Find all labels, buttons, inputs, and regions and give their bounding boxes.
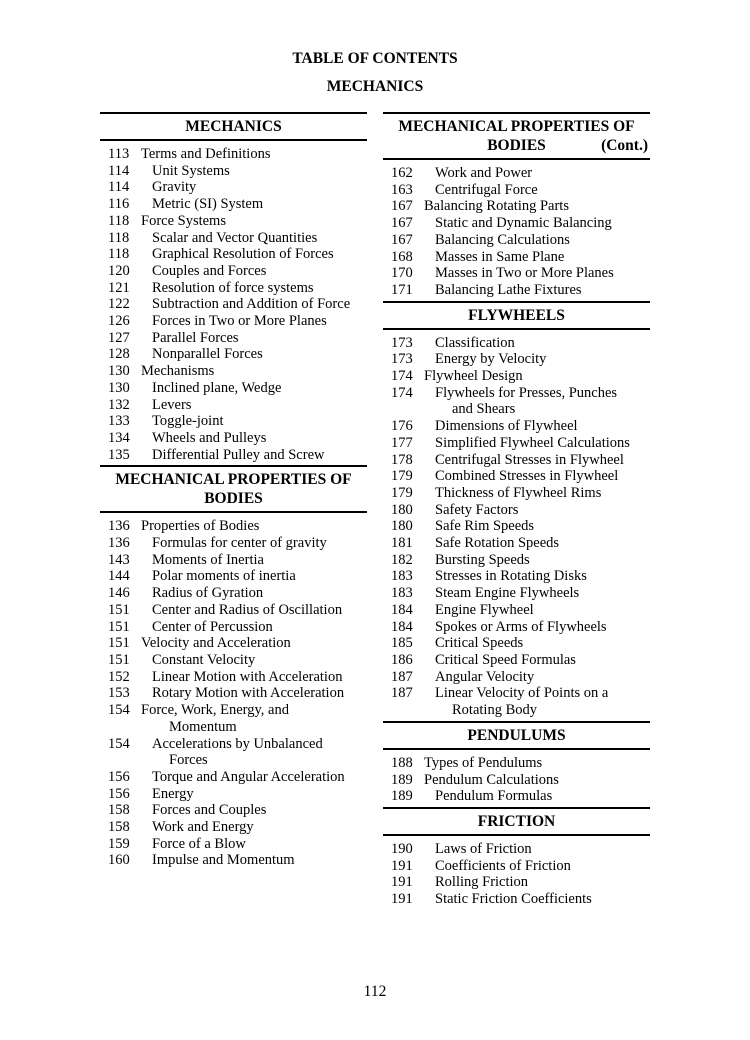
toc-entry[interactable] bbox=[100, 330, 367, 347]
toc-entry-page: 130 bbox=[108, 379, 130, 396]
toc-entry-page: 118 bbox=[108, 212, 130, 229]
toc-entry-title: Safe Rotation Speeds bbox=[435, 535, 560, 552]
toc-entry-title: Work and Energy bbox=[152, 819, 254, 836]
section-heading-flywheels bbox=[383, 301, 650, 330]
toc-entry[interactable] bbox=[100, 518, 367, 535]
toc-entry[interactable] bbox=[100, 263, 367, 280]
toc-entry-title: Static Friction Coefficients bbox=[435, 891, 592, 908]
section-heading-line: MECHANICAL PROPERTIES OF bbox=[398, 118, 635, 135]
section-heading-line2 bbox=[102, 489, 365, 508]
toc-entry-title: Subtraction and Addition of Force bbox=[152, 296, 351, 313]
toc-entry-page: 177 bbox=[391, 434, 413, 451]
toc-entry-page: 158 bbox=[108, 802, 130, 819]
toc-entry[interactable] bbox=[100, 313, 367, 330]
toc-entry[interactable] bbox=[383, 602, 650, 619]
toc-entry-title: Energy bbox=[152, 785, 194, 802]
toc-entry[interactable] bbox=[383, 198, 650, 215]
toc-entry-title: Simplified Flywheel Calculations bbox=[435, 434, 630, 451]
toc-entry-page: 173 bbox=[391, 334, 413, 351]
toc-entry[interactable] bbox=[383, 669, 650, 686]
toc-entry-title: Flywheels for Presses, Punches bbox=[435, 384, 618, 401]
toc-entry-title: Force, Work, Energy, and bbox=[141, 702, 289, 719]
toc-entry-page: 116 bbox=[108, 196, 130, 213]
toc-entry-page: 151 bbox=[108, 651, 130, 668]
toc-entry-page: 113 bbox=[108, 146, 130, 162]
toc-entry-page: 135 bbox=[108, 446, 130, 463]
toc-entry[interactable] bbox=[100, 280, 367, 297]
toc-entry-page: 118 bbox=[108, 246, 130, 263]
toc-entry[interactable] bbox=[383, 165, 650, 182]
toc-entry-page: 188 bbox=[391, 754, 413, 771]
toc-entry[interactable] bbox=[383, 874, 650, 891]
toc-entry-page: 189 bbox=[391, 788, 413, 805]
toc-entry-page: 183 bbox=[391, 585, 413, 602]
toc-entry[interactable] bbox=[100, 635, 367, 652]
toc-entry[interactable] bbox=[100, 363, 367, 380]
toc-entry-page: 162 bbox=[391, 165, 413, 181]
toc-entry[interactable] bbox=[100, 769, 367, 786]
toc-entry-page: 186 bbox=[391, 651, 413, 668]
toc-entry-page: 171 bbox=[391, 281, 413, 298]
toc-entry-title: Unit Systems bbox=[152, 162, 230, 179]
toc-entry[interactable] bbox=[100, 786, 367, 803]
toc-entry-page: 168 bbox=[391, 248, 413, 265]
toc-entry-page: 154 bbox=[108, 702, 130, 719]
toc-entry-page: 187 bbox=[391, 668, 413, 685]
toc-entry-title: Balancing Rotating Parts bbox=[424, 198, 569, 215]
section-heading-mechanics bbox=[100, 112, 367, 141]
toc-entry-page: 158 bbox=[108, 819, 130, 836]
toc-entry[interactable] bbox=[100, 196, 367, 213]
toc-entry[interactable] bbox=[383, 249, 650, 266]
toc-entry[interactable] bbox=[383, 585, 650, 602]
toc-entry[interactable] bbox=[100, 447, 367, 464]
toc-entry[interactable] bbox=[383, 635, 650, 652]
toc-entry[interactable] bbox=[383, 265, 650, 282]
toc-entry-title: Work and Power bbox=[435, 165, 533, 181]
toc-entry-title: Moments of Inertia bbox=[152, 551, 264, 568]
toc-entry[interactable] bbox=[100, 430, 367, 447]
section-heading-mechanical-properties-of-bodies bbox=[383, 112, 650, 160]
toc-entry[interactable] bbox=[383, 788, 650, 805]
toc-entry[interactable] bbox=[100, 380, 367, 397]
toc-entry-page: 189 bbox=[391, 771, 413, 788]
toc-entry-page: 170 bbox=[391, 265, 413, 282]
toc-entry-page: 182 bbox=[391, 551, 413, 568]
toc-entry[interactable] bbox=[100, 852, 367, 869]
toc-entry[interactable] bbox=[383, 619, 650, 636]
toc-entry-title: Levers bbox=[152, 396, 192, 413]
toc-entry-page: 152 bbox=[108, 668, 130, 685]
toc-entry-page: 151 bbox=[108, 618, 130, 635]
toc-entry[interactable] bbox=[383, 841, 650, 858]
toc-entry-title: Rotary Motion with Acceleration bbox=[152, 685, 345, 702]
toc-entry[interactable] bbox=[383, 418, 650, 435]
toc-entry-list bbox=[383, 841, 650, 908]
toc-entry[interactable] bbox=[100, 230, 367, 247]
toc-entry-title: Polar moments of inertia bbox=[152, 568, 296, 585]
toc-entry[interactable] bbox=[100, 619, 367, 636]
toc-entry-list bbox=[383, 165, 650, 299]
toc-entry-page: 122 bbox=[108, 296, 130, 313]
toc-entry-page: 151 bbox=[108, 601, 130, 618]
toc-entry-title: Accelerations by Unbalanced bbox=[152, 735, 323, 752]
toc-entry-title: Classification bbox=[435, 334, 515, 351]
toc-entry[interactable] bbox=[100, 802, 367, 819]
toc-entry-page: 121 bbox=[108, 279, 130, 296]
toc-entry-list bbox=[383, 335, 650, 719]
toc-entry-title: Scalar and Vector Quantities bbox=[152, 229, 318, 246]
toc-entry-page: 127 bbox=[108, 329, 130, 346]
toc-entry-title: Thickness of Flywheel Rims bbox=[435, 484, 602, 501]
toc-entry[interactable] bbox=[100, 397, 367, 414]
section-heading-friction bbox=[383, 807, 650, 836]
toc-entry[interactable] bbox=[383, 215, 650, 232]
toc-entry-list bbox=[383, 755, 650, 805]
toc-entry[interactable] bbox=[383, 755, 650, 772]
toc-entry[interactable] bbox=[383, 435, 650, 452]
toc-entry-title: Inclined plane, Wedge bbox=[152, 379, 282, 396]
toc-entry-page: 114 bbox=[108, 162, 130, 179]
toc-entry-title: Forces and Couples bbox=[152, 802, 267, 819]
toc-entry-title: Centrifugal Stresses in Flywheel bbox=[435, 451, 624, 468]
toc-entry-title: Masses in Two or More Planes bbox=[435, 265, 614, 282]
toc-entry-page: 126 bbox=[108, 313, 130, 330]
toc-entry-page: 143 bbox=[108, 551, 130, 568]
toc-entry-page: 167 bbox=[391, 198, 413, 215]
section-heading-pendulums bbox=[383, 721, 650, 750]
toc-entry[interactable] bbox=[383, 385, 650, 418]
section-heading-line: FRICTION bbox=[477, 812, 556, 830]
toc-entry[interactable] bbox=[383, 858, 650, 875]
toc-right-column bbox=[383, 112, 650, 910]
toc-entry-title: Radius of Gyration bbox=[152, 585, 264, 602]
toc-entry-title-continued: Forces bbox=[169, 752, 208, 769]
toc-entry-title: Terms and Definitions bbox=[141, 146, 271, 162]
toc-entry-page: 163 bbox=[391, 181, 413, 198]
toc-entry-title: Engine Flywheel bbox=[435, 601, 534, 618]
toc-entry[interactable] bbox=[100, 669, 367, 686]
toc-entry[interactable] bbox=[383, 282, 650, 299]
toc-entry-page: 156 bbox=[108, 785, 130, 802]
toc-entry-page: 174 bbox=[391, 368, 413, 385]
toc-entry-title: Angular Velocity bbox=[435, 668, 535, 685]
toc-entry-page: 153 bbox=[108, 685, 130, 702]
toc-entry-page: 191 bbox=[391, 891, 413, 908]
toc-entry-title: Pendulum Calculations bbox=[424, 771, 559, 788]
toc-entry-list bbox=[100, 518, 367, 869]
toc-entry[interactable] bbox=[100, 836, 367, 853]
toc-entry-title: Wheels and Pulleys bbox=[152, 429, 267, 446]
toc-entry[interactable] bbox=[100, 702, 367, 735]
toc-entry-page: 187 bbox=[391, 685, 413, 702]
toc-entry-title: Energy by Velocity bbox=[435, 351, 547, 368]
toc-entry-title: Formulas for center of gravity bbox=[152, 535, 327, 552]
toc-entry-page: 191 bbox=[391, 857, 413, 874]
toc-entry[interactable] bbox=[383, 772, 650, 789]
toc-entry-title: Forces in Two or More Planes bbox=[152, 313, 327, 330]
section-heading-line2-text: BODIES bbox=[204, 490, 263, 508]
toc-entry-title: Steam Engine Flywheels bbox=[435, 585, 580, 602]
continued-label: (Cont.) bbox=[601, 137, 648, 154]
toc-entry-title: Centrifugal Force bbox=[435, 181, 538, 198]
toc-entry-title-continued: Rotating Body bbox=[452, 702, 537, 719]
toc-entry-title: Differential Pulley and Screw bbox=[152, 446, 325, 463]
toc-entry-page: 190 bbox=[391, 840, 413, 857]
toc-entry-page: 118 bbox=[108, 229, 130, 246]
toc-entry[interactable] bbox=[383, 685, 650, 718]
toc-entry-title: Force Systems bbox=[141, 212, 226, 229]
toc-left-column bbox=[100, 112, 367, 871]
toc-entry-title: Center and Radius of Oscillation bbox=[152, 601, 343, 618]
toc-entry[interactable] bbox=[100, 652, 367, 669]
toc-entry[interactable] bbox=[383, 351, 650, 368]
toc-entry[interactable] bbox=[383, 535, 650, 552]
toc-entry-page: 159 bbox=[108, 835, 130, 852]
toc-entry-title: Balancing Calculations bbox=[435, 231, 570, 248]
toc-entry[interactable] bbox=[100, 535, 367, 552]
toc-entry-page: 151 bbox=[108, 635, 130, 652]
toc-entry-page: 178 bbox=[391, 451, 413, 468]
toc-entry-list bbox=[100, 146, 367, 463]
toc-entry[interactable] bbox=[100, 163, 367, 180]
toc-entry-title: Stresses in Rotating Disks bbox=[435, 568, 587, 585]
toc-entry[interactable] bbox=[383, 452, 650, 469]
toc-entry[interactable] bbox=[383, 568, 650, 585]
toc-entry-title: Toggle-joint bbox=[152, 413, 224, 430]
page-number: 112 bbox=[363, 983, 387, 1000]
toc-entry[interactable] bbox=[100, 179, 367, 196]
toc-entry-title: Resolution of force systems bbox=[152, 279, 314, 296]
toc-entry-page: 179 bbox=[391, 468, 413, 485]
toc-entry-title: Metric (SI) System bbox=[152, 196, 264, 213]
toc-entry[interactable] bbox=[100, 585, 367, 602]
toc-entry-page: 128 bbox=[108, 346, 130, 363]
toc-entry-title: Types of Pendulums bbox=[424, 754, 543, 771]
toc-entry-page: 156 bbox=[108, 768, 130, 785]
toc-entry-title: Properties of Bodies bbox=[141, 518, 260, 535]
section-heading-line: MECHANICAL PROPERTIES OF bbox=[115, 471, 352, 489]
section-heading-line2-text: BODIES bbox=[487, 137, 546, 154]
toc-entry-page: 133 bbox=[108, 413, 130, 430]
toc-entry-page: 183 bbox=[391, 568, 413, 585]
toc-entry-title: Force of a Blow bbox=[152, 835, 246, 852]
toc-entry-page: 132 bbox=[108, 396, 130, 413]
toc-entry[interactable] bbox=[100, 602, 367, 619]
toc-entry[interactable] bbox=[383, 485, 650, 502]
toc-entry[interactable] bbox=[383, 182, 650, 199]
section-heading-line2 bbox=[385, 136, 648, 155]
toc-entry[interactable] bbox=[100, 819, 367, 836]
toc-entry[interactable] bbox=[383, 891, 650, 908]
toc-entry-title: Mechanisms bbox=[141, 363, 215, 380]
toc-entry-title: Couples and Forces bbox=[152, 262, 267, 279]
toc-entry[interactable] bbox=[100, 246, 367, 263]
toc-entry[interactable] bbox=[383, 368, 650, 385]
toc-entry-page: 114 bbox=[108, 179, 130, 196]
toc-entry-title: Pendulum Formulas bbox=[435, 788, 553, 805]
section-heading-mechanical-properties-of-bodies bbox=[100, 465, 367, 513]
toc-entry-title: Safe Rim Speeds bbox=[435, 518, 535, 535]
toc-entry[interactable] bbox=[383, 335, 650, 352]
toc-entry-title: Masses in Same Plane bbox=[435, 248, 565, 265]
toc-entry[interactable] bbox=[100, 296, 367, 313]
toc-entry[interactable] bbox=[383, 502, 650, 519]
toc-entry-title: Parallel Forces bbox=[152, 329, 239, 346]
toc-entry-title: Dimensions of Flywheel bbox=[435, 418, 578, 435]
toc-entry-title: Impulse and Momentum bbox=[152, 852, 295, 869]
toc-entry-title: Nonparallel Forces bbox=[152, 346, 263, 363]
page-title: TABLE OF CONTENTS bbox=[292, 50, 458, 67]
toc-entry-title: Rolling Friction bbox=[435, 874, 529, 891]
toc-entry-title: Combined Stresses in Flywheel bbox=[435, 468, 619, 485]
toc-entry-page: 144 bbox=[108, 568, 130, 585]
page-subtitle: MECHANICS bbox=[326, 78, 424, 95]
toc-entry-title: Graphical Resolution of Forces bbox=[152, 246, 334, 263]
toc-entry[interactable] bbox=[383, 468, 650, 485]
toc-entry-page: 146 bbox=[108, 585, 130, 602]
toc-entry-page: 181 bbox=[391, 535, 413, 552]
section-heading-line: MECHANICS bbox=[185, 118, 282, 135]
toc-entry-page: 191 bbox=[391, 874, 413, 891]
toc-entry-page: 179 bbox=[391, 484, 413, 501]
toc-entry[interactable] bbox=[383, 652, 650, 669]
toc-entry-page: 130 bbox=[108, 363, 130, 380]
toc-entry[interactable] bbox=[100, 146, 367, 163]
toc-entry[interactable] bbox=[100, 552, 367, 569]
toc-entry-title: Safety Factors bbox=[435, 501, 519, 518]
toc-entry-title: Linear Motion with Acceleration bbox=[152, 668, 343, 685]
toc-entry-page: 154 bbox=[108, 735, 130, 752]
toc-entry-title: Spokes or Arms of Flywheels bbox=[435, 618, 607, 635]
toc-entry[interactable] bbox=[100, 685, 367, 702]
toc-entry-page: 174 bbox=[391, 384, 413, 401]
toc-entry-title: Coefficients of Friction bbox=[435, 857, 571, 874]
section-heading-line: PENDULUMS bbox=[467, 726, 566, 744]
toc-entry-page: 136 bbox=[108, 518, 130, 535]
toc-entry-title: Critical Speed Formulas bbox=[435, 651, 576, 668]
toc-entry[interactable] bbox=[100, 568, 367, 585]
toc-entry[interactable] bbox=[100, 413, 367, 430]
toc-entry-page: 180 bbox=[391, 518, 413, 535]
toc-entry-page: 120 bbox=[108, 262, 130, 279]
toc-entry-title: Torque and Angular Acceleration bbox=[152, 768, 345, 785]
toc-entry[interactable] bbox=[383, 232, 650, 249]
toc-entry[interactable] bbox=[383, 552, 650, 569]
toc-entry-title: Velocity and Acceleration bbox=[141, 635, 291, 652]
toc-entry-title: Static and Dynamic Balancing bbox=[435, 215, 612, 232]
toc-entry-page: 185 bbox=[391, 635, 413, 652]
toc-entry-title-continued: and Shears bbox=[452, 401, 516, 418]
toc-entry-title: Gravity bbox=[152, 179, 197, 196]
toc-entry-page: 160 bbox=[108, 852, 130, 869]
toc-entry-page: 173 bbox=[391, 351, 413, 368]
section-heading-line: FLYWHEELS bbox=[468, 306, 565, 324]
toc-entry[interactable] bbox=[100, 213, 367, 230]
toc-entry[interactable] bbox=[100, 346, 367, 363]
toc-entry-title: Linear Velocity of Points on a bbox=[435, 685, 609, 702]
toc-entry-page: 184 bbox=[391, 618, 413, 635]
toc-entry-page: 136 bbox=[108, 535, 130, 552]
toc-entry-title: Balancing Lathe Fixtures bbox=[435, 281, 582, 298]
toc-entry-page: 167 bbox=[391, 215, 413, 232]
toc-entry-page: 134 bbox=[108, 429, 130, 446]
toc-entry-title: Flywheel Design bbox=[424, 368, 523, 385]
toc-entry-page: 184 bbox=[391, 601, 413, 618]
toc-entry-title: Center of Percussion bbox=[152, 618, 273, 635]
toc-entry-page: 180 bbox=[391, 501, 413, 518]
toc-entry-title: Bursting Speeds bbox=[435, 551, 530, 568]
toc-entry-title-continued: Momentum bbox=[169, 718, 237, 735]
toc-entry-page: 176 bbox=[391, 418, 413, 435]
toc-entry-title: Laws of Friction bbox=[435, 840, 532, 857]
toc-entry-title: Constant Velocity bbox=[152, 651, 256, 668]
toc-entry-page: 167 bbox=[391, 231, 413, 248]
toc-entry[interactable] bbox=[100, 736, 367, 769]
toc-entry[interactable] bbox=[383, 518, 650, 535]
toc-entry-title: Critical Speeds bbox=[435, 635, 524, 652]
